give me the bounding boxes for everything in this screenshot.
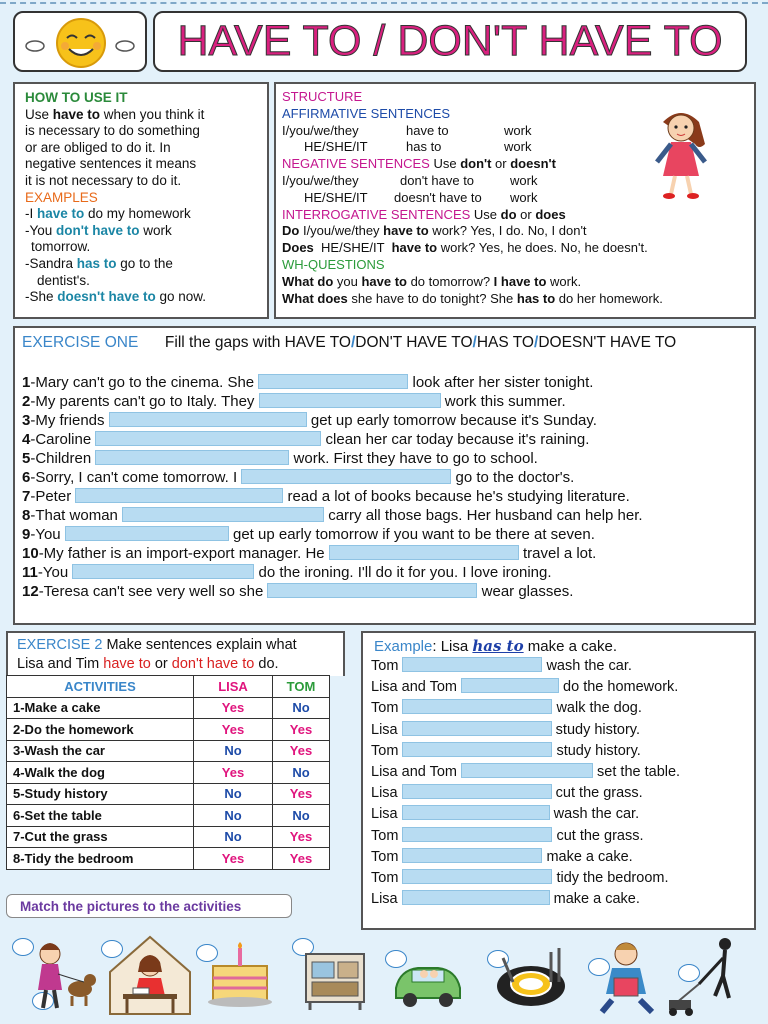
activity-text: wash the car.: [542, 658, 632, 674]
interrogative-heading: INTERROGATIVE SENTENCES: [282, 206, 471, 222]
activity-text: study history.: [552, 742, 641, 759]
slash: /: [350, 334, 356, 351]
text-span: don't have to: [56, 222, 140, 238]
activity-cell: 5-Study history: [7, 783, 194, 805]
activities-table: [6, 675, 330, 870]
item-text-after: read a lot of books because he's studying literature.: [283, 488, 630, 505]
table-header-row: [7, 676, 330, 698]
subject: Lisa: [371, 806, 402, 823]
item-number: 12: [22, 583, 39, 600]
title-text: HAVE TO / DON'T HAVE TO: [177, 17, 723, 65]
item-text-before: -That woman: [30, 507, 123, 524]
slash: /: [472, 334, 477, 351]
item-text-before: -Caroline: [30, 431, 96, 448]
text-span: go to the: [116, 255, 173, 271]
col-tom-header: TOM: [273, 676, 330, 698]
item-text-before: -Peter: [30, 488, 76, 505]
text-span: I/you/we/they: [282, 122, 359, 138]
lisa-cell: Yes: [194, 762, 273, 784]
text-span: I/you/we/they: [299, 223, 384, 239]
text-span: have to: [383, 223, 429, 239]
text-span: have to: [406, 122, 449, 138]
answer-line: [371, 847, 633, 868]
answer-gap[interactable]: [402, 869, 552, 884]
set-table-picture: [493, 944, 569, 1010]
answer-gap[interactable]: [109, 412, 307, 427]
answer-gap[interactable]: [402, 699, 552, 714]
activity-cell: 4-Walk the dog: [7, 762, 194, 784]
text-span: she have to do tonight? She: [347, 290, 517, 306]
item-text-before: -You: [37, 564, 73, 581]
tom-cell: No: [273, 697, 330, 719]
text-span: -You: [25, 222, 57, 238]
item-number: 4: [22, 431, 31, 448]
text-span: work? Yes, I do. No, I don't: [428, 223, 587, 239]
structure-heading: STRUCTURE: [282, 89, 363, 104]
text-span: when you think it: [100, 106, 205, 122]
activity-cell: 3-Wash the car: [7, 740, 194, 762]
text-span: do.: [254, 656, 279, 672]
how-to-use-line: or are obliged to do it. In: [25, 139, 171, 155]
item-number: 7: [22, 488, 31, 505]
text-span: you: [333, 273, 362, 289]
item-number: 3: [22, 412, 31, 429]
bedroom-picture: [300, 936, 370, 1012]
text-span: DON'T HAVE TO: [355, 334, 473, 351]
table-row: [7, 848, 330, 870]
structure-row: [282, 291, 748, 308]
text-span: Do: [282, 223, 300, 239]
pictures-strip: [0, 930, 768, 1024]
study-picture: [592, 940, 662, 1018]
slash: /: [534, 334, 539, 351]
exercise-item: [22, 525, 595, 544]
how-to-use-heading: HOW TO USE IT: [25, 90, 128, 105]
exercise-item: [22, 449, 538, 468]
exercise-item: [22, 487, 630, 506]
text-span: What does: [282, 290, 348, 306]
answer-line: [371, 762, 680, 783]
lisa-cell: No: [194, 826, 273, 848]
girl-illustration: [641, 104, 721, 204]
item-text-after: wear glasses.: [477, 583, 574, 600]
lisa-cell: No: [194, 783, 273, 805]
activity-text: wash the car.: [549, 806, 640, 823]
examples-heading: EXAMPLES: [25, 189, 98, 205]
example-line: [25, 223, 257, 240]
how-to-use-line: it is not necessary to do it.: [25, 172, 182, 188]
answer-gap[interactable]: [402, 827, 552, 842]
example-line: [25, 289, 257, 306]
text-span: have to: [52, 106, 101, 122]
answer-gap[interactable]: [402, 657, 542, 672]
item-number: 1: [22, 374, 31, 391]
subject: Lisa and Tom: [371, 679, 462, 696]
subject: Lisa and Tom: [371, 764, 462, 780]
exercise-item: [22, 563, 552, 582]
dog-walk-picture: [20, 934, 100, 1014]
text-span: don't: [460, 156, 492, 172]
exercise-item: [22, 582, 573, 601]
activity-text: make a cake.: [549, 891, 640, 908]
answer-gap[interactable]: [122, 507, 324, 522]
item-number: 8: [22, 507, 31, 524]
structure-row: [282, 240, 748, 257]
item-text-after: work this summer.: [440, 393, 566, 410]
answer-gap[interactable]: [402, 721, 552, 736]
subject: Lisa: [371, 785, 402, 802]
exercise-two-header: [17, 636, 297, 674]
activity-text: cut the grass.: [552, 827, 644, 844]
text-span: or: [516, 206, 536, 222]
text-span: do my homework: [84, 206, 191, 222]
answer-line: [371, 698, 642, 719]
table-row: [7, 719, 330, 741]
text-span: doesn't: [510, 156, 556, 172]
col-lisa-header: LISA: [194, 676, 273, 698]
example-line: dentist's.: [37, 272, 90, 288]
text-span: DOESN'T HAVE TO: [538, 334, 677, 351]
text-span: work.: [546, 273, 582, 289]
lisa-cell: Yes: [194, 697, 273, 719]
exercise-item: [22, 506, 643, 525]
text-span: have to: [361, 273, 407, 289]
title-panel: [153, 11, 747, 72]
text-span: make a cake.: [523, 638, 618, 655]
text-span: HE/SHE/IT: [304, 139, 368, 155]
lisa-cell: No: [194, 740, 273, 762]
text-span: do her homework.: [555, 290, 663, 306]
item-number: 5: [22, 450, 31, 467]
example-line: tomorrow.: [31, 239, 91, 255]
table-row: [7, 783, 330, 805]
exercise-item: [22, 430, 589, 449]
answer-gap[interactable]: [258, 374, 408, 389]
text-span: doesn't have to: [394, 189, 482, 205]
table-row: [7, 826, 330, 848]
table-row: [7, 805, 330, 827]
answer-gap[interactable]: [72, 564, 254, 579]
text-span: don't have to: [400, 172, 475, 188]
activity-cell: 2-Do the homework: [7, 719, 194, 741]
text-span: What do: [282, 273, 334, 289]
wh-questions-heading: WH-QUESTIONS: [282, 256, 385, 272]
exercise-item: [22, 544, 596, 563]
text-span: or: [150, 656, 172, 672]
subject: Lisa: [371, 721, 402, 738]
answer-gap[interactable]: [65, 526, 229, 541]
lisa-cell: Yes: [194, 848, 273, 870]
exercise-two-subtitle-row: [17, 655, 297, 674]
table-row: [7, 762, 330, 784]
item-number: 11: [22, 564, 38, 581]
text-span: work: [139, 222, 172, 238]
answer-line: [371, 720, 640, 741]
how-to-use-line: negative sentences it means: [25, 156, 197, 172]
match-pictures-label: Match the pictures to the activities: [6, 894, 292, 918]
activity-text: walk the dog.: [552, 700, 642, 717]
activities-rows: [7, 697, 330, 869]
answer-line: [371, 826, 644, 847]
item-text-before: -You: [30, 526, 65, 543]
text-span: work: [510, 189, 538, 205]
item-text-before: -Mary can't go to the cinema. She: [30, 374, 259, 391]
text-span: has to: [406, 139, 442, 155]
tom-cell: Yes: [273, 740, 330, 762]
interrogative-heading-row: [282, 207, 748, 224]
item-text-after: work. First they have to go to school.: [289, 450, 538, 467]
subject: Lisa: [371, 891, 402, 908]
car-wash-picture: [390, 952, 466, 1012]
subject: Tom: [371, 658, 403, 674]
example-label: Example: [374, 638, 433, 655]
text-span: work: [510, 172, 538, 188]
item-text-after: get up early tomorrow because it's Sunday.: [306, 412, 597, 429]
answer-line: [371, 783, 643, 804]
item-number: 2: [22, 393, 31, 410]
text-span: have to: [37, 206, 85, 222]
activity-cell: 7-Cut the grass: [7, 826, 194, 848]
exercise-item: [22, 411, 597, 430]
item-number: 6: [22, 469, 31, 486]
text-span: -She: [25, 289, 58, 305]
text-span: work: [504, 139, 532, 155]
answer-line: [371, 889, 640, 910]
answer-gap[interactable]: [402, 805, 550, 820]
text-span: I have to: [493, 273, 547, 289]
item-text-before: -Children: [30, 450, 96, 467]
answer-line: [371, 741, 641, 762]
subject: Tom: [371, 870, 403, 886]
tom-cell: Yes: [273, 783, 330, 805]
answer-gap[interactable]: [75, 488, 283, 503]
answer-line: [371, 677, 678, 698]
exercise-item: [22, 373, 593, 392]
text-span: work: [504, 122, 532, 138]
tom-cell: Yes: [273, 848, 330, 870]
col-activities-header: ACTIVITIES: [7, 676, 194, 698]
text-span: have to: [103, 656, 151, 672]
structure-row: [282, 274, 748, 291]
activity-text: set the table.: [593, 764, 681, 780]
item-text-after: get up early tomorrow if you want to be there at seven.: [228, 526, 595, 543]
answer-bubble[interactable]: [101, 940, 123, 958]
answer-gap[interactable]: [461, 678, 559, 693]
text-span: Make sentences explain what: [102, 637, 297, 653]
text-span: don't have to: [171, 656, 255, 672]
tom-cell: No: [273, 762, 330, 784]
exercise-two-title-row: [17, 636, 297, 655]
example-answer: has to: [472, 637, 524, 655]
activity-text: study history.: [551, 721, 641, 738]
subject: Tom: [371, 827, 403, 844]
exercise-one-header: [22, 334, 676, 352]
cake-picture: [205, 940, 275, 1012]
exercise-item: [22, 392, 566, 411]
text-span: Lisa and Tim: [17, 656, 104, 672]
item-text-before: -Sorry, I can't come tomorrow. I: [30, 469, 242, 486]
text-span: or: [491, 156, 511, 172]
smiley-sun-icon: [15, 13, 145, 70]
text-span: Use: [429, 156, 461, 172]
answer-gap[interactable]: [402, 848, 542, 863]
answer-gap[interactable]: [402, 890, 550, 905]
activity-text: cut the grass.: [551, 785, 643, 802]
item-text-after: look after her sister tonight.: [408, 374, 594, 391]
text-span: I/you/we/they: [282, 172, 359, 188]
activity-text: tidy the bedroom.: [552, 870, 669, 886]
table-row: [7, 697, 330, 719]
answer-gap[interactable]: [241, 469, 451, 484]
answer-gap[interactable]: [95, 450, 289, 465]
text-span: Does: [282, 240, 314, 256]
text-span: have to: [391, 240, 438, 256]
example-row: [374, 637, 617, 655]
text-span: doesn't have to: [57, 289, 156, 305]
example-line: [25, 256, 257, 273]
text-span: Use: [470, 206, 501, 222]
text-span: HE/SHE/IT: [313, 240, 392, 256]
text-span: : Lisa: [432, 638, 473, 655]
affirmative-heading: AFFIRMATIVE SENTENCES: [282, 105, 451, 121]
text-span: HAS TO: [476, 334, 534, 351]
exercise-one-heading: EXERCISE ONE: [22, 334, 139, 351]
text-span: HE/SHE/IT: [304, 189, 368, 205]
item-text-before: -My friends: [30, 412, 109, 429]
lisa-cell: No: [194, 805, 273, 827]
text-span: do tomorrow?: [406, 273, 494, 289]
item-text-before: -My father is an import-export manager. He: [38, 545, 329, 562]
item-text-after: do the ironing. I'll do it for you. I love ironing.: [254, 564, 552, 581]
text-span: -Sandra: [25, 255, 77, 271]
item-text-after: travel a lot.: [518, 545, 597, 562]
answer-gap[interactable]: [259, 393, 441, 408]
lisa-cell: Yes: [194, 719, 273, 741]
text-span: has to: [76, 255, 117, 271]
text-span: go now.: [155, 289, 207, 305]
answer-gap[interactable]: [267, 583, 477, 598]
subject: Tom: [371, 848, 403, 865]
item-text-after: carry all those bags. Her husband can help her.: [324, 507, 643, 524]
structure-panel: [274, 82, 756, 319]
answer-gap[interactable]: [461, 763, 593, 778]
answer-gap[interactable]: [329, 545, 519, 560]
subject: Tom: [371, 700, 403, 717]
answer-line: [371, 656, 632, 677]
activity-cell: 8-Tidy the bedroom: [7, 848, 194, 870]
tom-cell: Yes: [273, 826, 330, 848]
text-span: Use: [25, 106, 53, 122]
text-span: has to: [516, 290, 556, 306]
example-line: [25, 206, 257, 223]
item-text-after: clean her car today because it's raining.: [321, 431, 590, 448]
lawn-mower-picture: [665, 934, 745, 1018]
negative-heading: NEGATIVE SENTENCES: [282, 156, 430, 172]
item-text-before: -Teresa can't see very well so she: [38, 583, 268, 600]
subject: Tom: [371, 742, 403, 759]
exercise-item: [22, 468, 574, 487]
item-number: 9: [22, 526, 31, 543]
exercise-two-heading: EXERCISE 2: [17, 637, 103, 653]
structure-row: [282, 223, 748, 240]
activity-text: do the homework.: [559, 679, 679, 696]
tom-cell: No: [273, 805, 330, 827]
answer-line: [371, 804, 639, 825]
top-dashed-border: [0, 2, 768, 4]
page-title: [155, 13, 745, 70]
how-to-use-line: [25, 107, 257, 124]
how-to-use-line: is necessary to do something: [25, 123, 200, 139]
answer-line: [371, 868, 669, 889]
text-span: -I: [25, 206, 37, 222]
text-span: do: [500, 206, 517, 222]
table-row: [7, 740, 330, 762]
answer-gap[interactable]: [402, 742, 552, 757]
item-text-before: -My parents can't go to Italy. They: [30, 393, 259, 410]
activity-cell: 1-Make a cake: [7, 697, 194, 719]
logo-panel: [13, 11, 147, 72]
how-to-use-panel: [13, 82, 269, 319]
tom-cell: Yes: [273, 719, 330, 741]
answer-gap[interactable]: [95, 431, 321, 446]
exercise-one-instruction: Fill the gaps with HAVE TO: [164, 334, 351, 351]
text-span: work? Yes, he does. No, he doesn't.: [437, 240, 648, 256]
text-span: does: [535, 206, 566, 222]
answer-gap[interactable]: [402, 784, 552, 799]
item-text-after: go to the doctor's.: [451, 469, 575, 486]
activity-text: make a cake.: [542, 848, 633, 865]
activity-cell: 6-Set the table: [7, 805, 194, 827]
item-number: 10: [22, 545, 39, 562]
